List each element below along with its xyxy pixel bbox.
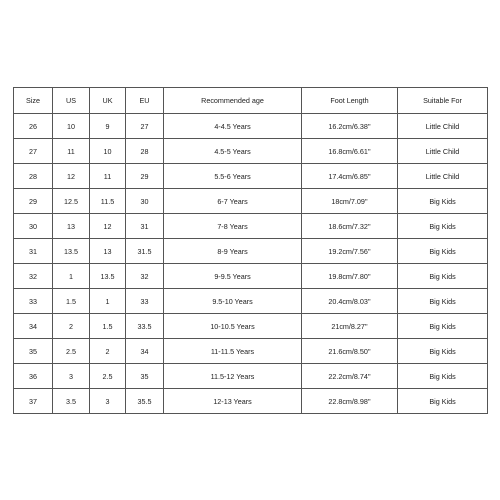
uk-cell: 11	[90, 164, 126, 189]
foot-length-cell: 21.6cm/8.50''	[302, 339, 398, 364]
foot-length-cell: 20.4cm/8.03''	[302, 289, 398, 314]
suitable-for-cell: Big Kids	[398, 239, 488, 264]
eu-cell: 33	[126, 289, 164, 314]
us-cell: 12	[53, 164, 90, 189]
table-row	[14, 389, 488, 414]
suitable-for-cell: Big Kids	[398, 339, 488, 364]
eu-cell: 28	[126, 139, 164, 164]
size-cell: 33	[14, 289, 53, 314]
suitable-for-cell: Big Kids	[398, 389, 488, 414]
suitable-for-cell: Big Kids	[398, 214, 488, 239]
us-cell: 2.5	[53, 339, 90, 364]
recommended-age-cell: 6-7 Years	[164, 189, 302, 214]
eu-cell: 30	[126, 189, 164, 214]
us-header: US	[53, 88, 90, 114]
suitable-for-cell: Big Kids	[398, 264, 488, 289]
recommended-age-cell: 11.5-12 Years	[164, 364, 302, 389]
uk-cell: 1	[90, 289, 126, 314]
recommended-age-cell: 4-4.5 Years	[164, 114, 302, 139]
foot-length-cell: 19.2cm/7.56''	[302, 239, 398, 264]
recommended-age-cell: 10-10.5 Years	[164, 314, 302, 339]
uk-cell: 13.5	[90, 264, 126, 289]
recommended-age-cell: 4.5-5 Years	[164, 139, 302, 164]
uk-cell: 10	[90, 139, 126, 164]
us-cell: 13.5	[53, 239, 90, 264]
us-cell: 2	[53, 314, 90, 339]
header-row	[14, 88, 488, 114]
eu-cell: 35	[126, 364, 164, 389]
recommended-age-header: Recommended age	[164, 88, 302, 114]
uk-cell: 3	[90, 389, 126, 414]
us-cell: 12.5	[53, 189, 90, 214]
table-row	[14, 239, 488, 264]
eu-cell: 35.5	[126, 389, 164, 414]
us-cell: 11	[53, 139, 90, 164]
uk-cell: 11.5	[90, 189, 126, 214]
uk-cell: 9	[90, 114, 126, 139]
recommended-age-cell: 11-11.5 Years	[164, 339, 302, 364]
uk-header: UK	[90, 88, 126, 114]
size-cell: 29	[14, 189, 53, 214]
size-cell: 32	[14, 264, 53, 289]
eu-cell: 29	[126, 164, 164, 189]
size-cell: 27	[14, 139, 53, 164]
eu-cell: 27	[126, 114, 164, 139]
foot-length-cell: 21cm/8.27''	[302, 314, 398, 339]
suitable-for-cell: Little Child	[398, 164, 488, 189]
suitable-for-cell: Big Kids	[398, 364, 488, 389]
size-cell: 36	[14, 364, 53, 389]
us-cell: 10	[53, 114, 90, 139]
table-row	[14, 314, 488, 339]
eu-cell: 31.5	[126, 239, 164, 264]
us-cell: 1.5	[53, 289, 90, 314]
foot-length-cell: 22.8cm/8.98''	[302, 389, 398, 414]
table-row	[14, 114, 488, 139]
suitable-for-cell: Little Child	[398, 114, 488, 139]
eu-cell: 33.5	[126, 314, 164, 339]
table-row	[14, 189, 488, 214]
suitable-for-header: Suitable For	[398, 88, 488, 114]
us-cell: 3	[53, 364, 90, 389]
size-cell: 26	[14, 114, 53, 139]
foot-length-cell: 22.2cm/8.74''	[302, 364, 398, 389]
eu-cell: 34	[126, 339, 164, 364]
suitable-for-cell: Big Kids	[398, 314, 488, 339]
recommended-age-cell: 9.5-10 Years	[164, 289, 302, 314]
table-row	[14, 164, 488, 189]
uk-cell: 2	[90, 339, 126, 364]
recommended-age-cell: 9-9.5 Years	[164, 264, 302, 289]
foot-length-cell: 16.2cm/6.38''	[302, 114, 398, 139]
table-row	[14, 289, 488, 314]
table-row	[14, 364, 488, 389]
size-cell: 30	[14, 214, 53, 239]
suitable-for-cell: Big Kids	[398, 289, 488, 314]
uk-cell: 1.5	[90, 314, 126, 339]
recommended-age-cell: 7-8 Years	[164, 214, 302, 239]
foot-length-cell: 18.6cm/7.32''	[302, 214, 398, 239]
foot-length-cell: 17.4cm/6.85''	[302, 164, 398, 189]
us-cell: 3.5	[53, 389, 90, 414]
uk-cell: 2.5	[90, 364, 126, 389]
foot-length-cell: 18cm/7.09''	[302, 189, 398, 214]
recommended-age-cell: 12-13 Years	[164, 389, 302, 414]
size-cell: 28	[14, 164, 53, 189]
eu-header: EU	[126, 88, 164, 114]
us-cell: 13	[53, 214, 90, 239]
table-row	[14, 264, 488, 289]
recommended-age-cell: 8-9 Years	[164, 239, 302, 264]
size-cell: 31	[14, 239, 53, 264]
table-row	[14, 139, 488, 164]
table-row	[14, 214, 488, 239]
size-cell: 37	[14, 389, 53, 414]
size-header: Size	[14, 88, 53, 114]
uk-cell: 13	[90, 239, 126, 264]
size-cell: 34	[14, 314, 53, 339]
suitable-for-cell: Little Child	[398, 139, 488, 164]
recommended-age-cell: 5.5-6 Years	[164, 164, 302, 189]
uk-cell: 12	[90, 214, 126, 239]
foot-length-header: Foot Length	[302, 88, 398, 114]
suitable-for-cell: Big Kids	[398, 189, 488, 214]
foot-length-cell: 19.8cm/7.80''	[302, 264, 398, 289]
table-row	[14, 339, 488, 364]
eu-cell: 32	[126, 264, 164, 289]
foot-length-cell: 16.8cm/6.61''	[302, 139, 398, 164]
size-chart-table	[13, 87, 488, 414]
us-cell: 1	[53, 264, 90, 289]
size-cell: 35	[14, 339, 53, 364]
eu-cell: 31	[126, 214, 164, 239]
table-body	[14, 114, 488, 414]
